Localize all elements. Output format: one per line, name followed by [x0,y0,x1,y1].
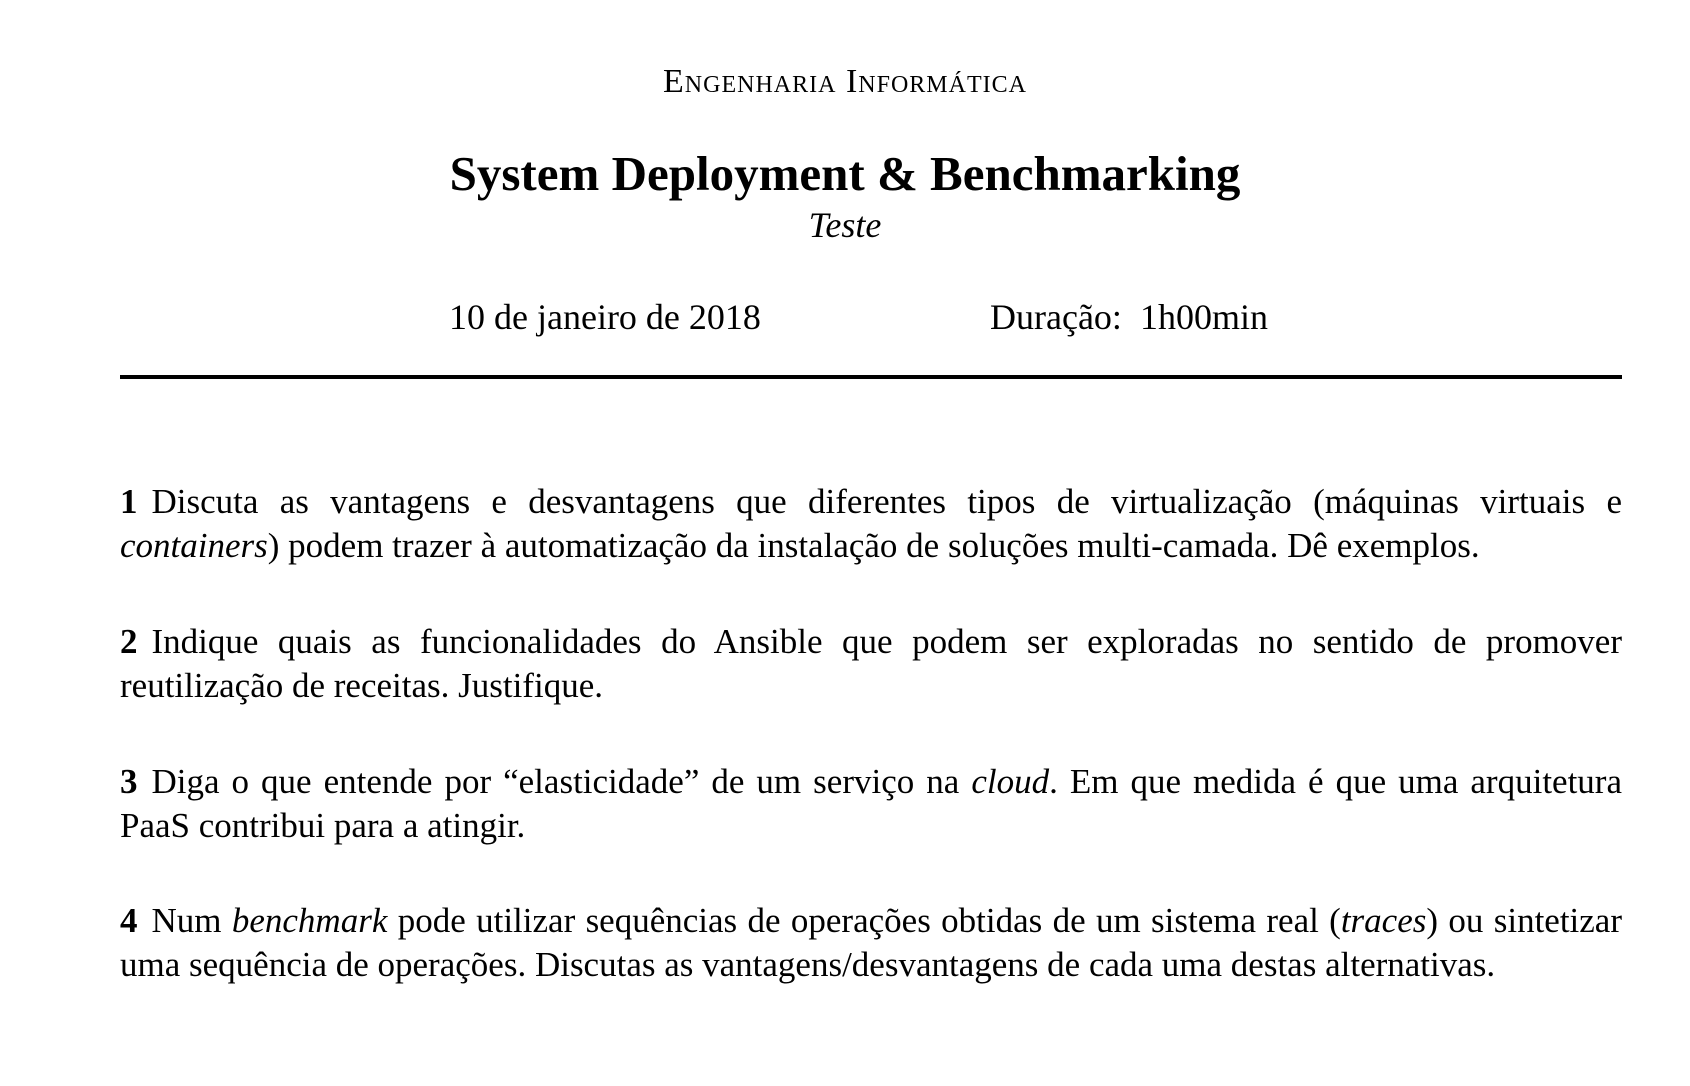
question-emphasis: cloud [971,762,1050,801]
question-number: 1 [120,482,138,521]
question-1 [120,480,1622,568]
question-3 [120,760,1622,848]
question-text: ) podem trazer à automatização da instalação de soluções multi-camada. Dê exemplos. [267,526,1480,565]
question-emphasis: containers [120,526,268,565]
question-text: Num [151,901,232,940]
question-number: 2 [120,622,138,661]
question-number: 3 [120,762,138,801]
question-text: Diga o que entende por “elasticidade” de um serviço na [151,762,972,801]
department-heading: Engenharia Informática [663,63,1027,100]
header-divider [120,375,1622,379]
question-text: Discuta as vantagens e desvantagens que diferentes tipos de virtualização (máquinas virtuais e [151,482,1622,521]
exam-date: 10 de janeiro de 2018 [449,297,761,337]
question-emphasis: benchmark [231,901,388,940]
question-number: 4 [120,901,138,940]
question-emphasis: traces [1340,901,1427,940]
question-text: Indique quais as funcionalidades do Ansible que podem ser exploradas no sentido de promover reutilização de receitas. Justifique. [120,622,1622,705]
question-4 [120,899,1622,987]
question-text: pode utilizar sequências de operações obtidas de um sistema real ( [387,901,1341,940]
question-text: . Em que medida é que uma arquitetura PaaS contribui para a atingir. [120,762,1622,845]
question-text: ) ou sintetizar uma sequência de operações. Discutas as vantagens/desvantagens de cada uma destas alternativas. [120,901,1622,984]
exam-duration [990,296,1268,338]
exam-type: Teste [808,205,882,245]
duration-value: 1h00min [1139,297,1268,337]
question-2 [120,620,1622,708]
duration-label: Duração: [990,297,1122,337]
course-title: System Deployment & Benchmarking [449,146,1241,201]
